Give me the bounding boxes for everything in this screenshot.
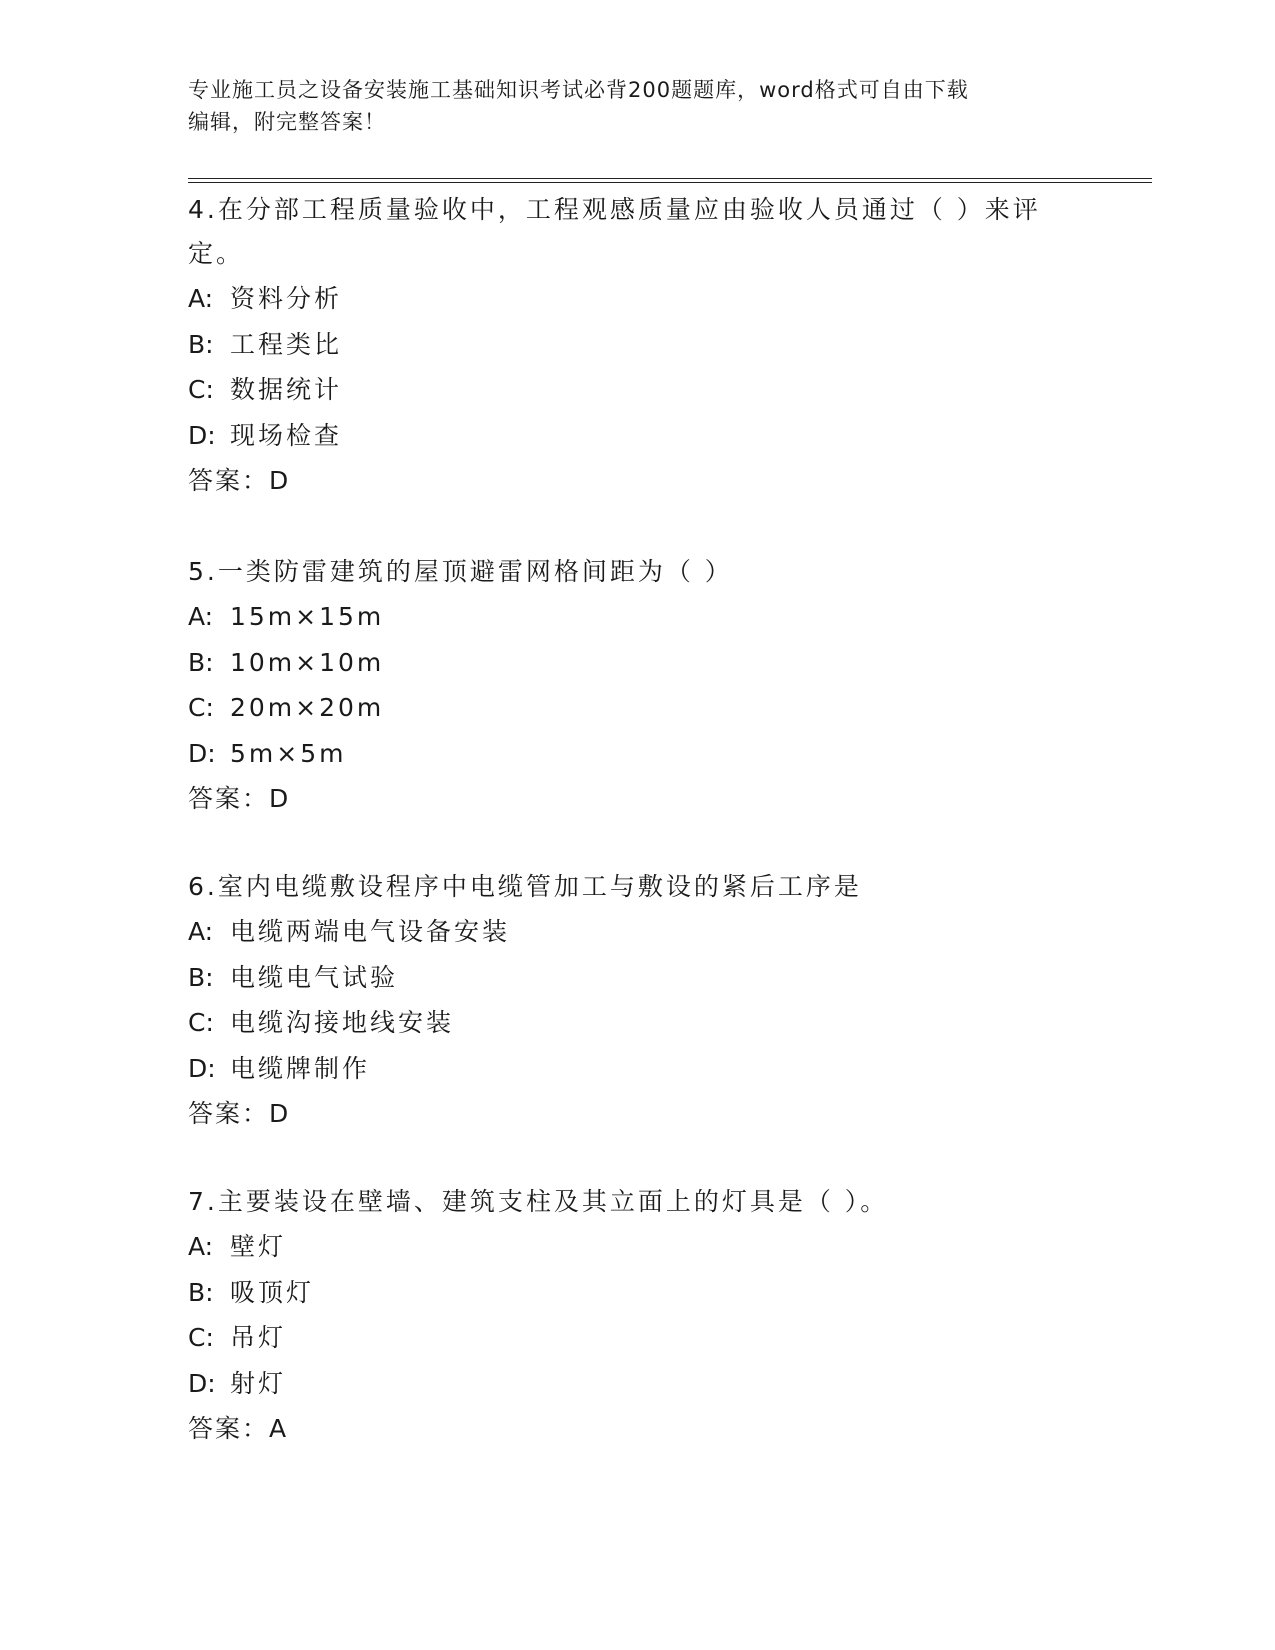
option-b	[188, 640, 1088, 686]
header-divider-top	[188, 178, 1152, 179]
option-text: 资料分析	[230, 284, 343, 313]
question-4	[188, 188, 1088, 504]
question-text-line-2: 定。	[188, 239, 245, 268]
option-c	[188, 1315, 1088, 1361]
option-letter: B:	[188, 647, 214, 677]
option-letter: A:	[188, 284, 214, 313]
option-text: 工程类比	[230, 329, 343, 359]
option-text: 20m×20m	[230, 693, 385, 722]
option-d	[188, 1046, 1088, 1092]
answer-line	[188, 458, 1088, 504]
option-a	[188, 594, 1088, 640]
question-text-line-1: 在分部工程质量验收中，工程观感质量应由验收人员通过（ ）来评	[217, 195, 1041, 224]
answer-label: 答案：	[188, 1414, 270, 1443]
header-line-2: 编辑，附完整答案！	[188, 110, 386, 134]
option-text: 吊灯	[230, 1323, 287, 1352]
option-a	[188, 1224, 1088, 1270]
question-text-line-1: 一类防雷建筑的屋顶避雷网格间距为（ ）	[217, 557, 733, 586]
option-a	[188, 909, 1088, 955]
option-b	[188, 1270, 1088, 1316]
answer-label: 答案：	[188, 1099, 270, 1128]
question-7	[188, 1180, 1088, 1452]
document-header	[188, 74, 1068, 138]
option-letter: A:	[188, 917, 214, 946]
option-text: 射灯	[230, 1368, 287, 1398]
option-text: 电缆牌制作	[230, 1053, 371, 1083]
question-number: 7.	[188, 1187, 218, 1216]
question-text-line-1: 主要装设在壁墙、建筑支柱及其立面上的灯具是（ ）。	[217, 1187, 889, 1216]
option-text: 数据统计	[230, 375, 343, 404]
answer-value: D	[269, 1099, 289, 1128]
option-letter: C:	[188, 1008, 214, 1037]
answer-label: 答案：	[188, 466, 270, 495]
option-text: 10m×10m	[230, 647, 385, 677]
option-letter: C:	[188, 693, 214, 722]
header-line-1: 专业施工员之设备安装施工基础知识考试必背200题题库，word格式可自由下载	[188, 78, 969, 102]
answer-line	[188, 1406, 1088, 1452]
option-letter: A:	[188, 1232, 214, 1261]
question-text	[188, 550, 1088, 594]
option-text: 电缆电气试验	[230, 962, 399, 992]
option-letter: A:	[188, 602, 214, 631]
option-c	[188, 1000, 1088, 1046]
option-letter: D:	[188, 1053, 216, 1083]
answer-line	[188, 776, 1088, 822]
option-letter: D:	[188, 1368, 216, 1398]
option-letter: B:	[188, 962, 214, 992]
option-c	[188, 685, 1088, 731]
option-d	[188, 1361, 1088, 1407]
question-5	[188, 550, 1088, 822]
question-text	[188, 1180, 1088, 1224]
answer-value: D	[269, 466, 289, 495]
option-text: 电缆沟接地线安装	[230, 1008, 455, 1037]
option-a	[188, 276, 1088, 322]
question-number: 5.	[188, 557, 218, 586]
option-b	[188, 955, 1088, 1001]
answer-label: 答案：	[188, 784, 270, 813]
option-text: 电缆两端电气设备安装	[230, 917, 511, 946]
option-c	[188, 367, 1088, 413]
question-text	[188, 188, 1088, 232]
option-d	[188, 731, 1088, 777]
option-d	[188, 413, 1088, 459]
question-text-line-1: 室内电缆敷设程序中电缆管加工与敷设的紧后工序是	[217, 872, 862, 901]
option-b	[188, 322, 1088, 368]
answer-line	[188, 1091, 1088, 1137]
option-text: 15m×15m	[230, 602, 385, 631]
option-text: 吸顶灯	[230, 1277, 315, 1307]
option-text: 壁灯	[230, 1232, 287, 1261]
option-letter: D:	[188, 420, 216, 450]
option-text: 5m×5m	[230, 738, 347, 768]
option-letter: B:	[188, 1277, 214, 1307]
header-divider-bottom	[188, 182, 1152, 183]
answer-value: D	[269, 784, 289, 813]
question-number: 4.	[188, 195, 218, 224]
question-number: 6.	[188, 872, 218, 901]
option-letter: C:	[188, 1323, 214, 1352]
option-letter: B:	[188, 329, 214, 359]
option-letter: C:	[188, 375, 214, 404]
question-text	[188, 865, 1088, 909]
answer-value: A	[269, 1414, 287, 1443]
option-text: 现场检查	[230, 420, 343, 450]
option-letter: D:	[188, 738, 216, 768]
question-6	[188, 865, 1088, 1137]
